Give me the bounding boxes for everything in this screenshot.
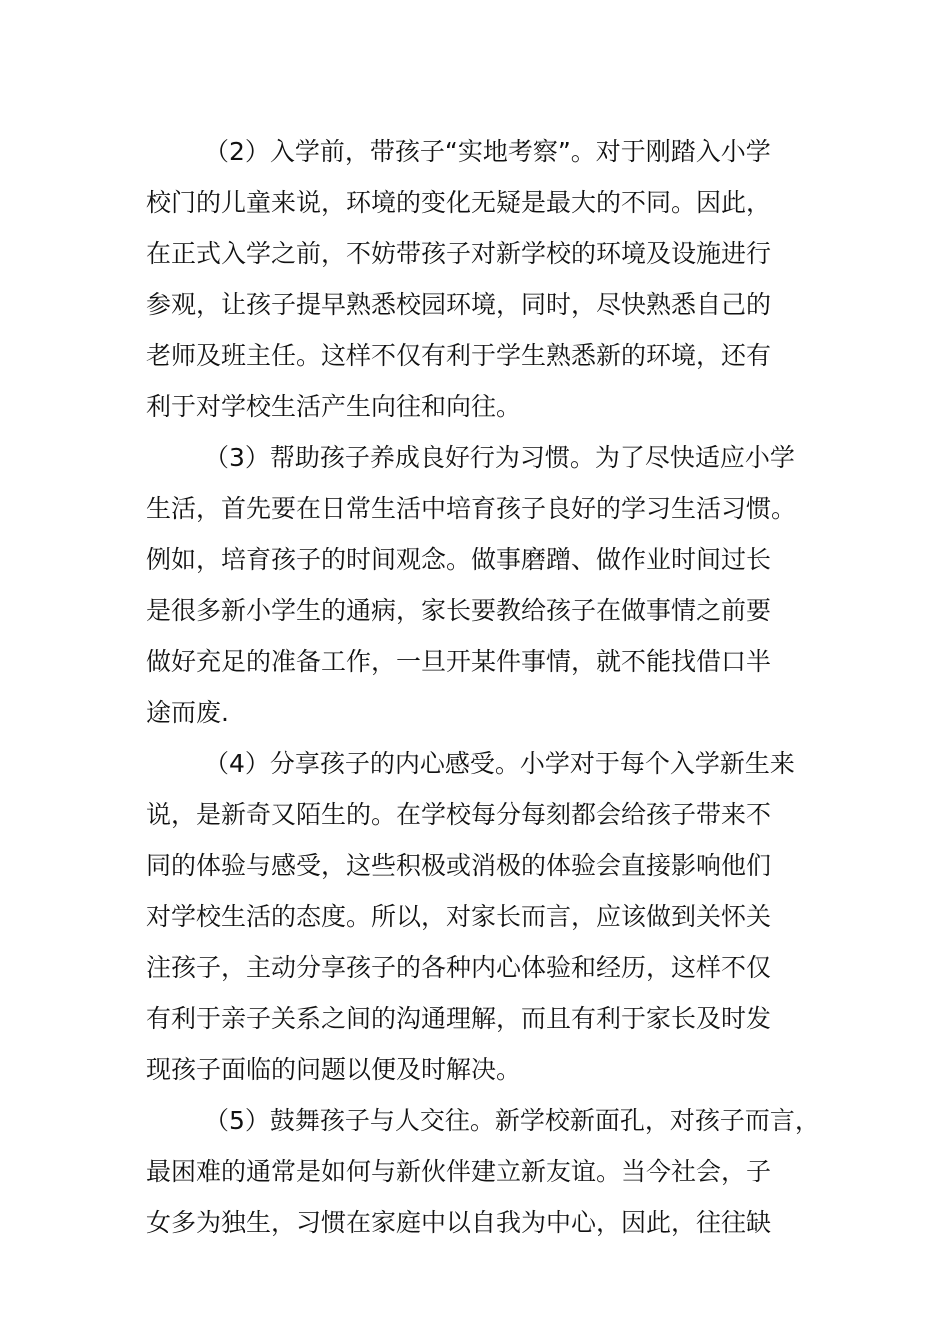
- text-line: 参观，让孩子提早熟悉校园环境，同时，尽快熟悉自己的: [146, 290, 772, 319]
- paragraph-first-line: （4）分享孩子的内心感受。小学对于每个入学新生来: [204, 749, 795, 778]
- paragraph-first-line: （3）帮助孩子养成良好行为习惯。为了尽快适应小学: [204, 443, 795, 472]
- text-line: 女多为独生，习惯在家庭中以自我为中心，因此，往往缺: [146, 1208, 772, 1237]
- text-line: 现孩子面临的问题以便及时解决。: [146, 1055, 522, 1084]
- text-line: 说，是新奇又陌生的。在学校每分每刻都会给孩子带来不: [146, 800, 772, 829]
- text-line: 途而废.: [146, 698, 229, 727]
- text-line: 是很多新小学生的通病，家长要教给孩子在做事情之前要: [146, 596, 772, 625]
- text-line: 有利于亲子关系之间的沟通理解，而且有利于家长及时发: [146, 1004, 772, 1033]
- text-line: 对学校生活的态度。所以，对家长而言，应该做到关怀关: [146, 902, 772, 931]
- text-line: 校门的儿童来说，环境的变化无疑是最大的不同。因此，: [146, 188, 772, 217]
- text-line: 做好充足的准备工作，一旦开某件事情，就不能找借口半: [146, 647, 772, 676]
- text-line: 同的体验与感受，这些积极或消极的体验会直接影响他们: [146, 851, 772, 880]
- text-line: 例如，培育孩子的时间观念。做事磨蹭、做作业时间过长: [146, 545, 772, 574]
- text-line: 生活，首先要在日常生活中培育孩子良好的学习生活习惯。: [146, 494, 797, 523]
- text-line: 老师及班主任。这样不仅有利于学生熟悉新的环境，还有: [146, 341, 772, 370]
- text-line: 利于对学校生活产生向往和向往。: [146, 392, 522, 421]
- paragraph-first-line: （2）入学前，带孩子“实地考察”。对于刚踏入小学: [204, 137, 771, 166]
- paragraph-first-line: （5）鼓舞孩子与人交往。新学校新面孔，对孩子而言，: [204, 1106, 820, 1135]
- body-text: [146, 126, 820, 1248]
- text-line: 在正式入学之前，不妨带孩子对新学校的环境及设施进行: [146, 239, 772, 268]
- text-line: 注孩子，主动分享孩子的各种内心体验和经历，这样不仅: [146, 953, 772, 982]
- text-line: 最困难的通常是如何与新伙伴建立新友谊。当今社会，子: [146, 1157, 772, 1186]
